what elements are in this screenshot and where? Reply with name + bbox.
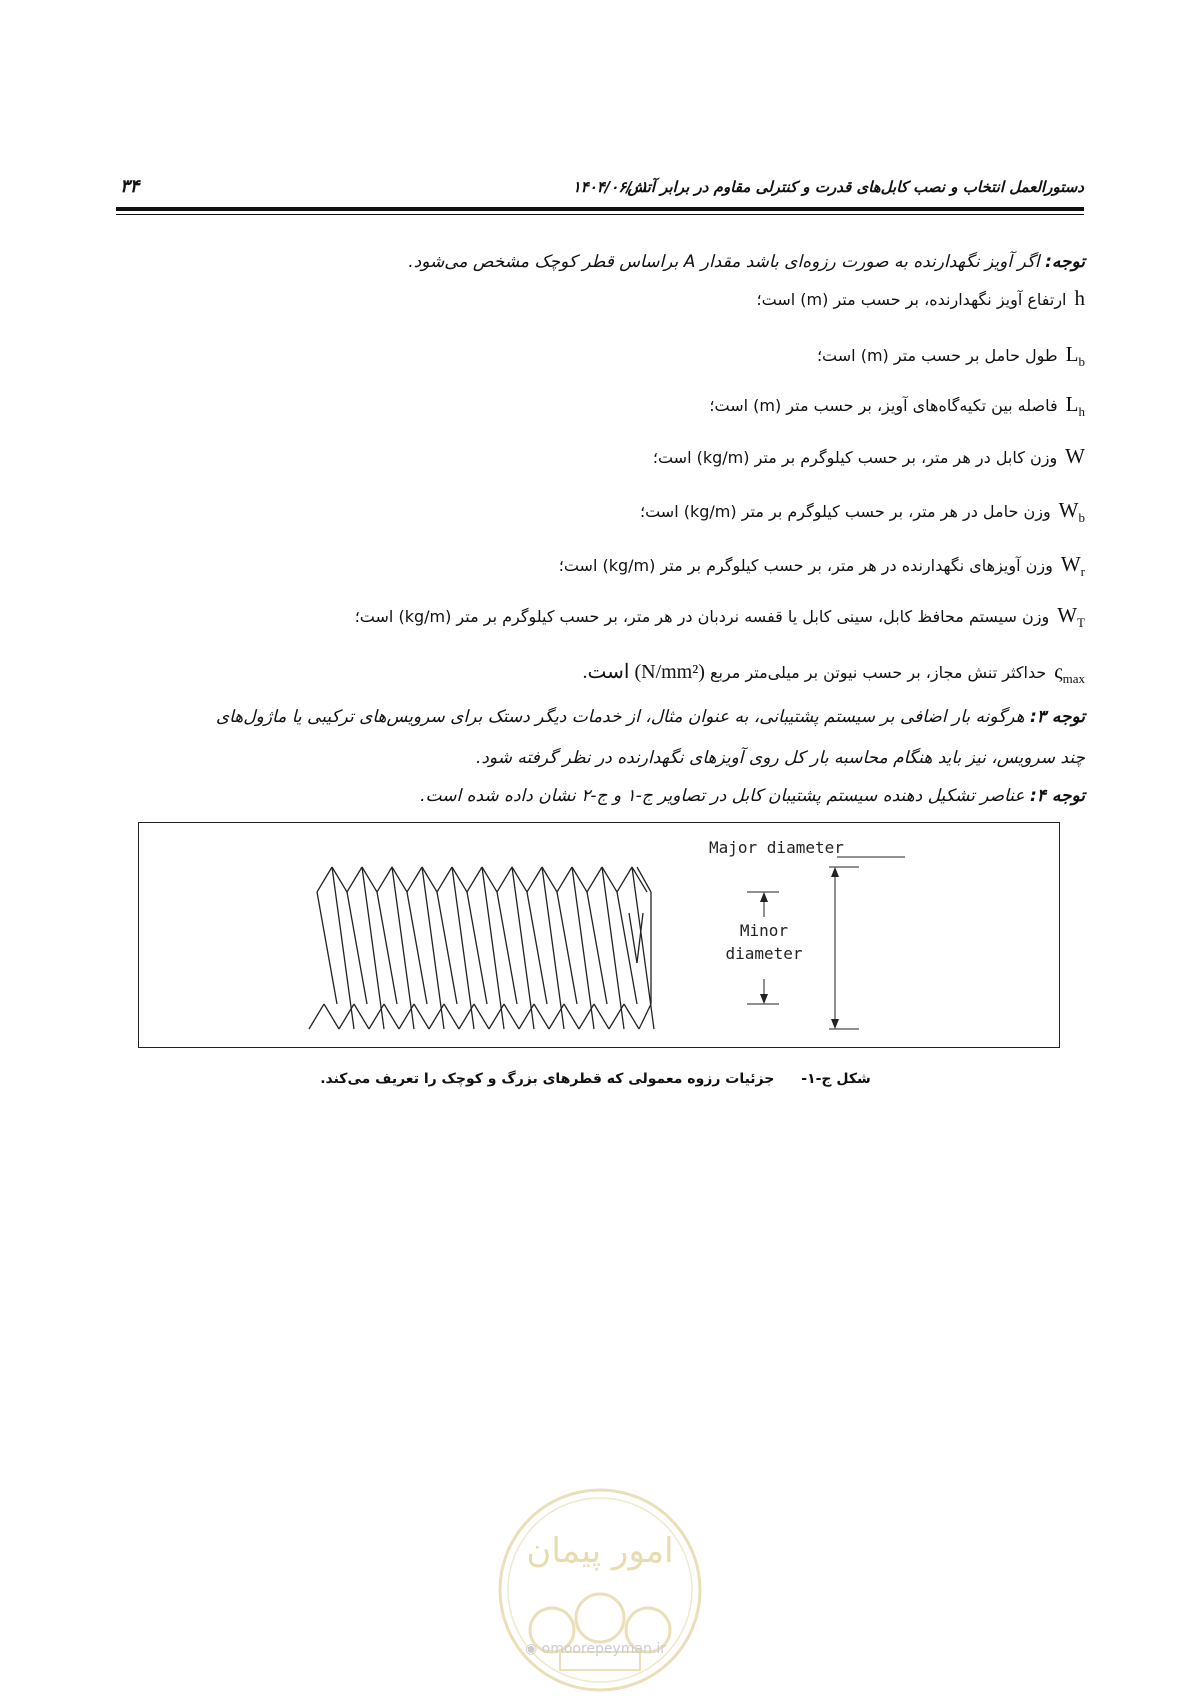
- definition-item: [559, 554, 1085, 582]
- thread-flank: [332, 867, 354, 1029]
- symbol-subscript: T: [1077, 615, 1085, 631]
- thread-flank: [392, 867, 414, 1029]
- definition-symbol: [1054, 659, 1085, 687]
- thread-crest-bottom: [474, 1004, 489, 1029]
- thread-root: [557, 892, 577, 1004]
- page-number: ۳۴: [120, 176, 140, 197]
- thread-end: [639, 1004, 651, 1029]
- thread-crest-bottom: [624, 1004, 639, 1029]
- symbol-letter: ς: [1054, 659, 1063, 683]
- thread-crest-top: [437, 867, 452, 892]
- globe-icon: ◉: [524, 1641, 538, 1657]
- thread-root: [497, 892, 517, 1004]
- definition-item: [640, 500, 1085, 528]
- note-3-line-1: [216, 707, 1085, 727]
- thread-crest-bottom: [504, 1004, 519, 1029]
- thread-end-detail: [629, 913, 637, 963]
- symbol-letter: L: [1065, 342, 1079, 366]
- thread-flank: [602, 867, 624, 1029]
- thread-crest-top: [587, 867, 602, 892]
- definition-item: [709, 394, 1085, 422]
- thread-flank: [482, 867, 504, 1029]
- thread-figure: [138, 822, 1060, 1048]
- note-4-label: توجه ۴:: [1029, 786, 1085, 806]
- thread-root: [587, 892, 607, 1004]
- symbol-letter: W: [1057, 603, 1078, 627]
- thread-crest-top: [617, 867, 632, 892]
- thread-crest-bottom: [594, 1004, 609, 1029]
- document-title: دستورالعمل انتخاب و نصب کابل‌های قدرت و کنترلی مقاوم در برابر آتش: [627, 178, 1084, 196]
- symbol-letter: W: [1060, 552, 1081, 576]
- symbol-letter: W: [1065, 444, 1085, 468]
- symbol-subscript: b: [1078, 354, 1085, 370]
- definition-item: [653, 446, 1085, 474]
- thread-root: [437, 892, 457, 1004]
- minor-arrow-top-icon: [760, 892, 768, 902]
- thread-crest-top: [317, 867, 332, 892]
- definition-item: [757, 288, 1085, 316]
- header-rule-thin: [116, 214, 1084, 215]
- note-3-text-1: هرگونه بار اضافی بر سیستم پشتیبانی، به عنوان مثال، از خدمات دیگر دستک برای سرویس‌های ترکیبی یا ماژول‌های: [215, 707, 1025, 727]
- note-3-text-2: چند سرویس، نیز باید هنگام محاسبه بار کل روی آویزهای نگهدارنده در نظر گرفته شود.: [475, 748, 1085, 768]
- minor-label-line-1: Minor: [739, 921, 789, 940]
- watermark-logo: [490, 1480, 710, 1700]
- note-a-text: اگر آویز نگهدارنده به صورت رزوه‌ای باشد مقدار A براساس قطر کوچک مشخص می‌شود.: [408, 252, 1040, 272]
- watermark-logo-text: امور پیمان: [526, 1531, 674, 1571]
- definition-symbol: [1060, 552, 1085, 580]
- thread-flank: [452, 867, 474, 1029]
- thread-root: [407, 892, 427, 1004]
- definition-item: [355, 605, 1085, 633]
- definition-symbol: [1075, 286, 1086, 310]
- thread-root: [467, 892, 487, 1004]
- note-4: [420, 786, 1085, 806]
- thread-diagram: [139, 823, 1061, 1049]
- definition-text: وزن آویزهای نگهدارنده در هر متر، بر حسب کیلوگرم بر متر (kg/m) است؛: [558, 556, 1053, 575]
- thread-flank: [572, 867, 594, 1029]
- caption-label: شکل ج-۱-: [801, 1071, 871, 1087]
- caption-text: جزئیات رزوه معمولی که قطرهای بزرگ و کوچک را تعریف می‌کند.: [320, 1071, 775, 1087]
- symbol-subscript: b: [1078, 510, 1085, 526]
- symbol-letter: h: [1074, 286, 1085, 310]
- definition-item: [583, 661, 1086, 689]
- thread-flank: [542, 867, 564, 1029]
- thread-crest-bottom: [384, 1004, 399, 1029]
- thread-crest-bottom: [414, 1004, 429, 1029]
- thread-crest-bottom: [564, 1004, 579, 1029]
- thread-crest-bottom: [309, 1004, 324, 1029]
- note-3-line-2: [476, 748, 1085, 768]
- definition-unit: (N/mm²) است.: [582, 661, 705, 683]
- thread-crest-top: [347, 867, 362, 892]
- thread-root: [317, 892, 337, 1004]
- definition-item: [817, 344, 1085, 372]
- definition-symbol: [1065, 342, 1085, 370]
- definition-text: وزن سیستم محافظ کابل، سینی کابل یا قفسه نردبان در هر متر، بر حسب کیلوگرم بر متر (kg/m) است؛: [354, 607, 1050, 626]
- thread-crest-top: [407, 867, 422, 892]
- major-arrow-top-icon: [831, 867, 839, 877]
- minor-label-line-2: diameter: [725, 944, 803, 963]
- document-date: ۱۴۰۴/۰۶/۰۱: [572, 178, 648, 196]
- definition-symbol: [1065, 444, 1085, 468]
- thread-crest-top: [527, 867, 542, 892]
- header-rule: [116, 207, 1084, 211]
- definition-symbol: [1057, 603, 1085, 631]
- symbol-letter: W: [1058, 498, 1079, 522]
- symbol-subscript: h: [1078, 404, 1085, 420]
- thread-root: [527, 892, 547, 1004]
- note-a: [408, 252, 1085, 272]
- major-diameter-label: Major diameter: [709, 838, 844, 857]
- figure-caption: [0, 1071, 1191, 1087]
- thread-crest-bottom: [444, 1004, 459, 1029]
- page-header: [116, 176, 1084, 202]
- thread-root: [347, 892, 367, 1004]
- definition-symbol: [1058, 498, 1085, 526]
- definition-text: حداکثر تنش مجاز، بر حسب نیوتن بر میلی‌متر مربع: [710, 663, 1047, 682]
- definition-text: وزن کابل در هر متر، بر حسب کیلوگرم بر متر (kg/m) است؛: [652, 448, 1058, 467]
- symbol-letter: L: [1065, 392, 1079, 416]
- note-4-text: عناصر تشکیل دهنده سیستم پشتیبان کابل در تصاویر ج-۱ و ج-۲ نشان داده شده است.: [420, 786, 1025, 806]
- thread-flank: [362, 867, 384, 1029]
- definition-text: فاصله بین تکیه‌گاه‌های آویز، بر حسب متر (m) است؛: [709, 396, 1058, 415]
- thread-crest-top: [497, 867, 512, 892]
- thread-crest-bottom: [534, 1004, 549, 1029]
- thread-crest-top: [377, 867, 392, 892]
- thread-flank: [512, 867, 534, 1029]
- thread-crest-bottom: [354, 1004, 369, 1029]
- definition-text: وزن حامل در هر متر، بر حسب کیلوگرم بر متر (kg/m) است؛: [639, 502, 1051, 521]
- minor-arrow-bottom-icon: [760, 994, 768, 1004]
- major-arrow-bottom-icon: [831, 1019, 839, 1029]
- definition-text: طول حامل بر حسب متر (m) است؛: [816, 346, 1058, 365]
- watermark-site-text: omoorepeyman.ir: [541, 1641, 667, 1657]
- symbol-subscript: max: [1062, 671, 1085, 687]
- thread-crest-bottom: [324, 1004, 339, 1029]
- thread-root: [377, 892, 397, 1004]
- gear-icon: [576, 1594, 624, 1642]
- thread-crest-top: [467, 867, 482, 892]
- symbol-subscript: r: [1080, 564, 1085, 580]
- definition-symbol: [1065, 392, 1085, 420]
- note-a-label: توجه:: [1045, 252, 1085, 272]
- thread-crest-top: [557, 867, 572, 892]
- note-3-label: توجه ۳:: [1029, 707, 1085, 727]
- definition-text: ارتفاع آویز نگهدارنده، بر حسب متر (m) است؛: [756, 290, 1067, 309]
- watermark-site: [0, 1641, 1191, 1657]
- thread-flank: [422, 867, 444, 1029]
